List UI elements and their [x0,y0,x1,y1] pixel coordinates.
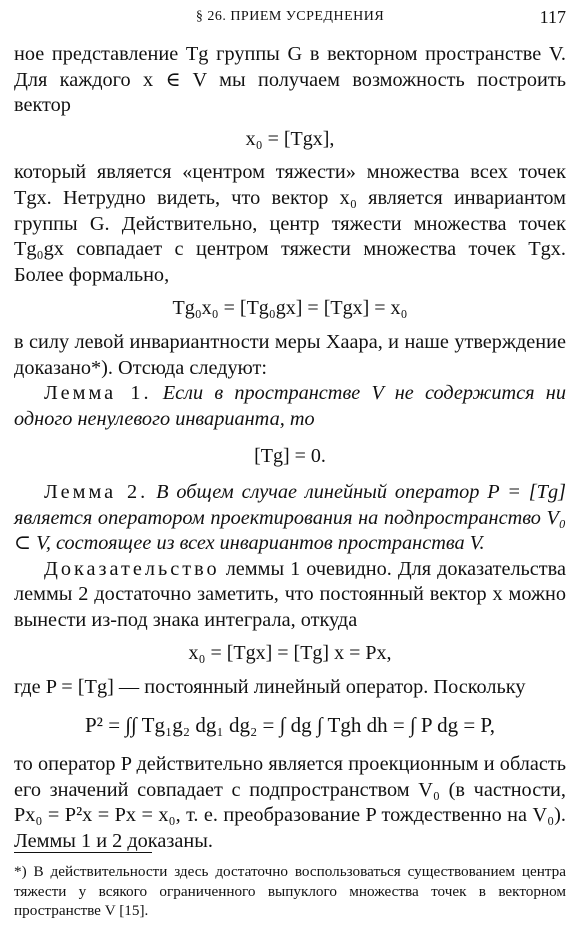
proof-heading: Доказательство [44,557,220,580]
footnote: *) В действительности здесь достаточно воспользоваться существованием центра тяжести у всякого ограниченного выпуклого множества точек в векторном пространстве V [15]. [14,863,566,919]
paragraph-haar: в силу левой инвариантности меры Хаара, и наше утверждение доказано*). Отсюда следуют: [14,330,566,379]
page-number: 117 [539,7,566,27]
lemma-1 [14,381,566,432]
proof-text: леммы 1 очевидно. Для доказательства леммы 2 достаточно заметить, что постоянный вектор x можно вынести из-под знака интеграла, откуда [14,557,566,631]
formula-lemma-1: [Tg] = 0. [254,445,326,468]
formula-center-of-mass: x₀ = [Tgx], [245,127,335,150]
paragraph-intro: ное представление Tg группы G в векторном пространстве V. Для каждого x ∈ V мы получаем возможность построить вектор [14,43,566,117]
lemma-2 [14,480,566,557]
paragraph-conclusion: то оператор P действительно является проекционным и область его значений совпадает с подпространством V₀ (в частности, Px₀ = P²x = Px = x₀, т. е. преобразование P тождественно на V₀). Леммы 1 и 2 доказаны. [14,753,566,853]
lemma-2-statement: В общем случае линейный оператор P = [Tg] является оператором проектирования на подпространство V₀ ⊂ V, состоящее из всех инвариантов пространства V. [14,480,566,555]
formula-idempotent: P² = ∫∫ Tg₁g₂ dg₁ dg₂ = ∫ dg ∫ Tgh dh = ∫ P dg = P, [84,712,496,737]
paragraph-operator: где P = [Tg] — постоянный линейный оператор. Поскольку [14,676,526,699]
formula-projection: x₀ = [Tgx] = [Tg] x = Px, [188,642,392,665]
formula-invariance: Tg₀x₀ = [Tg₀gx] = [Tgx] = x₀ [172,297,408,320]
running-title: § 26. ПРИЕМ УСРЕДНЕНИЯ [195,9,385,24]
main-text [14,42,566,855]
page-header [14,6,566,30]
lemma-1-heading: Лемма 1. [44,382,152,405]
footnote-divider [14,852,152,853]
proof [14,557,566,634]
lemma-1-statement: Если в пространстве V не содержится ни одного ненулевого инварианта, то [14,382,566,430]
paragraph-invariant: который является «центром тяжести» множества всех точек Tgx. Нетрудно видеть, что вектор x₀ является инвариантом группы G. Действительно, центр тяжести множества точек Tg₀gx совпадает с центром тяжести множества точек Tgx. Более формально, [14,161,566,286]
lemma-2-heading: Лемма 2. [44,480,149,503]
